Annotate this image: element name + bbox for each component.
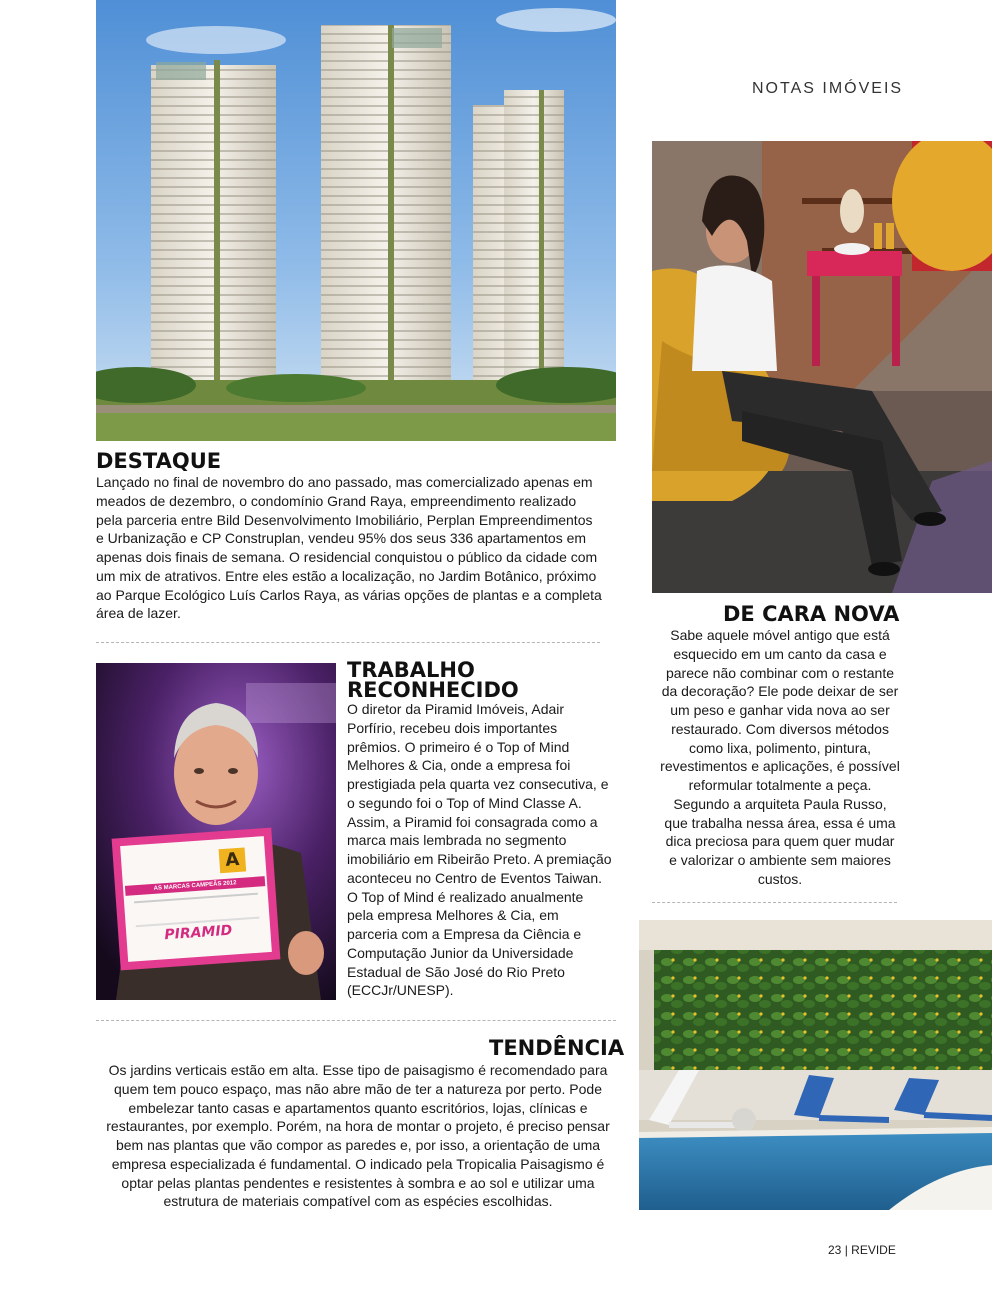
trabalho-title-line2: RECONHECIDO [347, 678, 519, 702]
publication-name: REVIDE [851, 1243, 896, 1257]
page-folio [828, 1243, 896, 1257]
award-certificate [112, 828, 281, 971]
page-number: 23 [828, 1243, 842, 1257]
divider-3 [652, 902, 897, 903]
award-photo [96, 663, 336, 1000]
vertical-garden-illustration [639, 920, 992, 1210]
destaque-title: DESTAQUE [96, 449, 222, 473]
section-header: NOTAS IMÓVEIS [752, 80, 904, 97]
cara-nova-body: Sabe aquele móvel antigo que está esquecido em um canto da casa e parece não combinar com o restante da decoração? Ele pode deixar de ser um peso e ganhar vida nova ao ser restaurado. Com diversos métodos como lixa, polimento, pintura, revestimentos e aplicações, é possível reformular totalmente a peça. Segundo a arquiteta Paula Russo, que trabalha nessa área, essa é uma dica preciosa para quem quer mudar e valorizar o ambiente sem maiores custos. [660, 627, 900, 887]
towers-illustration [96, 0, 616, 441]
divider-2 [96, 1020, 616, 1021]
certificate-grade: A [219, 847, 247, 873]
trabalho-title-line1: TRABALHO [347, 658, 475, 682]
tendencia-title: TENDÊNCIA [489, 1036, 625, 1060]
towers-photo [96, 0, 616, 441]
armchair-photo [652, 141, 992, 593]
divider-1 [96, 642, 600, 643]
cara-nova-title: DE CARA NOVA [723, 602, 900, 626]
folio-separator: | [844, 1243, 848, 1257]
armchair-illustration [652, 141, 992, 593]
certificate-logo: PIRAMID [163, 922, 233, 944]
destaque-body: Lançado no final de novembro do ano passado, mas comercializado apenas em meados de dezembro, o condomínio Grand Raya, empreendimento realizado pela parceria entre Bild Desenvolvimento Imobiliário, Perplan Empreendimentos e Urbanização e CP Construplan, vendeu 95% dos seus 336 apartamentos em apenas dois finais de semana. O residencial conquistou o público da cidade com um mix de atrativos. Entre eles estão a localização, no Jardim Botânico, próximo ao Parque Ecológico Luís Carlos Raya, as várias opções de plantas e a completa área de lazer. [96, 474, 602, 622]
trabalho-body: O diretor da Piramid Imóveis, Adair Porfírio, recebeu dois importantes prêmios. O primeiro é o Top of Mind Melhores & Cia, onde a empresa foi prestigiada pela quarta vez consecutiva, e o segundo foi o Top of Mind Classe A. Assim, a Piramid foi consagrada como a marca mais lembrada no segmento imobiliário em Ribeirão Preto. A premiação aconteceu no Centro de Eventos Taiwan. O Top of Mind é realizado anualmente pela empresa Melhores & Cia, em parceria com a Empresa da Ciência e Computação Junior da Universidade Estadual de São José do Rio Preto (ECCJr/UNESP). [347, 701, 612, 999]
certificate-banner: AS MARCAS CAMPEÃS 2012 [125, 876, 265, 896]
tendencia-body: Os jardins verticais estão em alta. Esse tipo de paisagismo é recomendado para quem tem pouco espaço, mas não abre mão de ter a natureza por perto. Pode embelezar tanto casas e apartamentos quanto escritórios, lojas, clínicas e restaurantes, por exemplo. Porém, na hora de montar o projeto, é preciso pensar bem nas plantas que vão compor as paredes e, por isso, a orientação de uma empresa especializada é fundamental. O indicado pela Tropicalia Paisagismo é optar pelas plantas pendentes e resistentes à sombra e ao sol e utilizar uma estrutura de materiais compatível com as espécies escolhidas. [106, 1062, 610, 1210]
vertical-garden-photo [639, 920, 992, 1210]
